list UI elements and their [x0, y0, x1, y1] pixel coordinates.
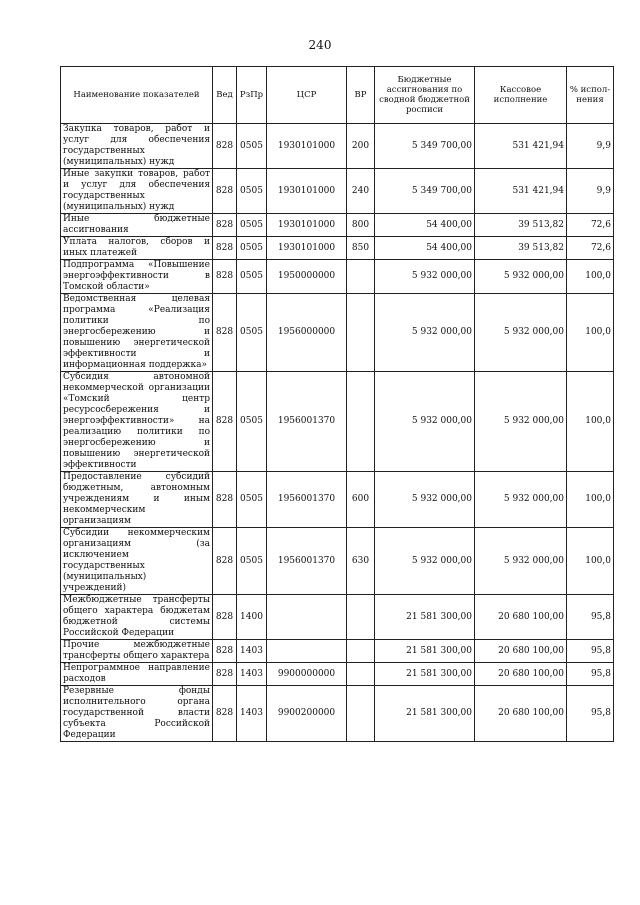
cell-rzpr: 0505	[237, 124, 267, 169]
cell-cash: 5 932 000,00	[475, 528, 567, 595]
cell-vr	[347, 640, 375, 663]
cell-csr: 1950000000	[267, 260, 347, 294]
cell-cash: 20 680 100,00	[475, 663, 567, 686]
cell-vr: 850	[347, 237, 375, 260]
cell-pct: 9,9	[567, 169, 614, 214]
cell-name: Субсидия автономной некоммерческой организации «Томский центр ресурсосбережения и энергоэффективности» на реализацию политики по энергосбережению и повышению энергетической эффективности	[61, 372, 213, 472]
cell-csr: 1930101000	[267, 214, 347, 237]
table-row	[61, 472, 614, 528]
cell-budget: 5 932 000,00	[375, 372, 475, 472]
table-body	[61, 124, 614, 742]
cell-name: Подпрограмма «Повышение энергоэффективности в Томской области»	[61, 260, 213, 294]
table-row	[61, 260, 614, 294]
cell-cash: 531 421,94	[475, 124, 567, 169]
header-budget: Бюджетные ассигнования по сводной бюджетной росписи	[375, 67, 475, 124]
cell-ved: 828	[213, 528, 237, 595]
cell-cash: 20 680 100,00	[475, 686, 567, 742]
cell-vr: 600	[347, 472, 375, 528]
page-number: 240	[308, 38, 332, 52]
cell-ved: 828	[213, 169, 237, 214]
cell-pct: 100,0	[567, 372, 614, 472]
table-row	[61, 372, 614, 472]
cell-vr	[347, 372, 375, 472]
cell-rzpr: 1400	[237, 595, 267, 640]
budget-execution-table	[60, 66, 614, 742]
table-row	[61, 595, 614, 640]
cell-pct: 95,8	[567, 686, 614, 742]
cell-ved: 828	[213, 472, 237, 528]
cell-ved: 828	[213, 663, 237, 686]
cell-name: Ведомственная целевая программа «Реализация политики по энергосбережению и повышению энергетической эффективности и информационная поддержка»	[61, 294, 213, 372]
cell-budget: 5 932 000,00	[375, 294, 475, 372]
cell-budget: 54 400,00	[375, 214, 475, 237]
cell-rzpr: 0505	[237, 528, 267, 595]
cell-csr: 1956001370	[267, 472, 347, 528]
cell-pct: 95,8	[567, 640, 614, 663]
cell-vr	[347, 595, 375, 640]
table-row	[61, 663, 614, 686]
cell-rzpr: 1403	[237, 686, 267, 742]
cell-name: Резервные фонды исполнительного органа государственной власти субъекта Российской Федерации	[61, 686, 213, 742]
cell-budget: 21 581 300,00	[375, 663, 475, 686]
cell-cash: 531 421,94	[475, 169, 567, 214]
cell-ved: 828	[213, 260, 237, 294]
cell-name: Субсидии некоммерческим организациям (за исключением государственных (муниципальных) учреждений)	[61, 528, 213, 595]
header-pct: % испол-нения	[567, 67, 614, 124]
cell-ved: 828	[213, 372, 237, 472]
header-name: Наименование показателей	[61, 67, 213, 124]
cell-csr	[267, 595, 347, 640]
cell-pct: 72,6	[567, 214, 614, 237]
cell-cash: 20 680 100,00	[475, 640, 567, 663]
cell-cash: 20 680 100,00	[475, 595, 567, 640]
cell-pct: 72,6	[567, 237, 614, 260]
cell-cash: 5 932 000,00	[475, 260, 567, 294]
cell-csr: 1956001370	[267, 372, 347, 472]
cell-budget: 21 581 300,00	[375, 686, 475, 742]
header-cash: Кассовое исполнение	[475, 67, 567, 124]
cell-csr: 1956001370	[267, 528, 347, 595]
cell-csr: 1956000000	[267, 294, 347, 372]
table-row	[61, 124, 614, 169]
table-row	[61, 528, 614, 595]
cell-csr	[267, 640, 347, 663]
table-row	[61, 294, 614, 372]
header-csr: ЦСР	[267, 67, 347, 124]
cell-csr: 9900200000	[267, 686, 347, 742]
cell-pct: 100,0	[567, 472, 614, 528]
cell-rzpr: 0505	[237, 237, 267, 260]
cell-budget: 21 581 300,00	[375, 595, 475, 640]
cell-name: Предоставление субсидий бюджетным, автономным учреждениям и иным некоммерческим организациям	[61, 472, 213, 528]
cell-vr: 200	[347, 124, 375, 169]
cell-name: Непрограммное направление расходов	[61, 663, 213, 686]
cell-ved: 828	[213, 124, 237, 169]
cell-cash: 39 513,82	[475, 214, 567, 237]
cell-rzpr: 0505	[237, 472, 267, 528]
cell-pct: 95,8	[567, 595, 614, 640]
cell-csr: 1930101000	[267, 124, 347, 169]
cell-pct: 100,0	[567, 528, 614, 595]
cell-ved: 828	[213, 214, 237, 237]
cell-rzpr: 0505	[237, 372, 267, 472]
table-row	[61, 640, 614, 663]
table-row	[61, 169, 614, 214]
cell-csr: 9900000000	[267, 663, 347, 686]
cell-budget: 5 932 000,00	[375, 260, 475, 294]
table-row	[61, 214, 614, 237]
cell-budget: 54 400,00	[375, 237, 475, 260]
cell-rzpr: 0505	[237, 169, 267, 214]
cell-vr: 630	[347, 528, 375, 595]
cell-rzpr: 0505	[237, 214, 267, 237]
cell-csr: 1930101000	[267, 237, 347, 260]
cell-ved: 828	[213, 595, 237, 640]
cell-budget: 21 581 300,00	[375, 640, 475, 663]
cell-rzpr: 1403	[237, 663, 267, 686]
cell-name: Закупка товаров, работ и услуг для обеспечения государственных (муниципальных) нужд	[61, 124, 213, 169]
cell-name: Иные бюджетные ассигнования	[61, 214, 213, 237]
cell-ved: 828	[213, 686, 237, 742]
cell-csr: 1930101000	[267, 169, 347, 214]
cell-name: Иные закупки товаров, работ и услуг для обеспечения государственных (муниципальных) нужд	[61, 169, 213, 214]
cell-pct: 100,0	[567, 294, 614, 372]
cell-vr	[347, 260, 375, 294]
table-header-row	[61, 67, 614, 124]
cell-rzpr: 1403	[237, 640, 267, 663]
cell-vr	[347, 294, 375, 372]
cell-budget: 5 349 700,00	[375, 169, 475, 214]
cell-cash: 39 513,82	[475, 237, 567, 260]
cell-name: Уплата налогов, сборов и иных платежей	[61, 237, 213, 260]
table-row	[61, 237, 614, 260]
cell-pct: 95,8	[567, 663, 614, 686]
cell-budget: 5 932 000,00	[375, 528, 475, 595]
cell-rzpr: 0505	[237, 294, 267, 372]
cell-vr: 240	[347, 169, 375, 214]
cell-cash: 5 932 000,00	[475, 472, 567, 528]
cell-rzpr: 0505	[237, 260, 267, 294]
cell-name: Прочие межбюджетные трансферты общего характера	[61, 640, 213, 663]
cell-pct: 9,9	[567, 124, 614, 169]
header-rzpr: РзПр	[237, 67, 267, 124]
table-row	[61, 686, 614, 742]
cell-pct: 100,0	[567, 260, 614, 294]
header-ved: Вед	[213, 67, 237, 124]
cell-budget: 5 349 700,00	[375, 124, 475, 169]
cell-name: Межбюджетные трансферты общего характера бюджетам бюджетной системы Российской Федерации	[61, 595, 213, 640]
cell-ved: 828	[213, 237, 237, 260]
cell-cash: 5 932 000,00	[475, 372, 567, 472]
cell-vr	[347, 663, 375, 686]
cell-vr: 800	[347, 214, 375, 237]
header-vr: ВР	[347, 67, 375, 124]
cell-ved: 828	[213, 640, 237, 663]
cell-ved: 828	[213, 294, 237, 372]
cell-budget: 5 932 000,00	[375, 472, 475, 528]
cell-cash: 5 932 000,00	[475, 294, 567, 372]
cell-vr	[347, 686, 375, 742]
